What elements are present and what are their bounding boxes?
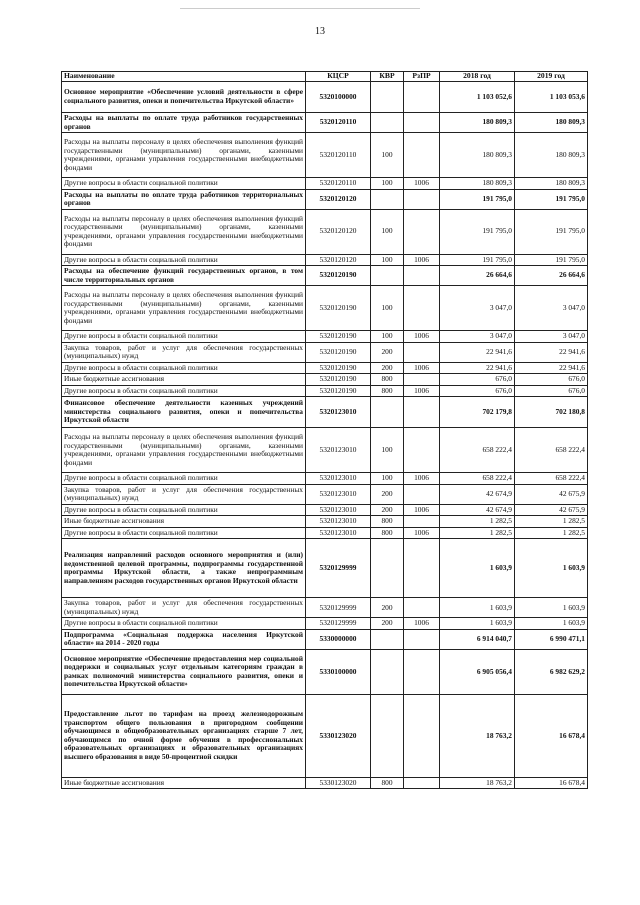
table-row bbox=[62, 598, 588, 618]
cell-name: Предоставление льгот по тарифам на проезд железнодорожным транспортом общего пользования в пригородном сообщении обучающимся в общеобразовательных организациях старше 7 лет, обучающимся по очной форме обучения в профессиональных образовательных организациях и образовательных организациях высшего образования в виде 50-процентной скидки bbox=[62, 694, 306, 777]
cell-rzpr: 1006 bbox=[404, 254, 440, 266]
table-row bbox=[62, 178, 588, 190]
table-row bbox=[62, 82, 588, 113]
cell-y2019: 6 982 629,2 bbox=[515, 649, 588, 694]
cell-y2019: 1 603,9 bbox=[515, 618, 588, 630]
table-row bbox=[62, 516, 588, 528]
cell-rzpr bbox=[404, 266, 440, 286]
cell-rzpr: 1006 bbox=[404, 504, 440, 516]
cell-y2019: 658 222,4 bbox=[515, 473, 588, 485]
cell-y2019: 1 282,5 bbox=[515, 527, 588, 539]
cell-kvr: 100 bbox=[371, 178, 404, 190]
cell-y2018: 3 047,0 bbox=[440, 286, 515, 331]
cell-y2019: 191 795,0 bbox=[515, 189, 588, 209]
cell-rzpr bbox=[404, 397, 440, 428]
cell-rzpr bbox=[404, 428, 440, 473]
cell-name: Другие вопросы в области социальной политики bbox=[62, 178, 306, 190]
cell-y2019: 3 047,0 bbox=[515, 331, 588, 343]
table-row bbox=[62, 374, 588, 386]
cell-code: 5320123010 bbox=[306, 484, 371, 504]
cell-rzpr bbox=[404, 113, 440, 133]
cell-name: Иные бюджетные ассигнования bbox=[62, 777, 306, 789]
cell-y2018: 676,0 bbox=[440, 385, 515, 397]
cell-code: 5320129999 bbox=[306, 598, 371, 618]
cell-kvr: 200 bbox=[371, 342, 404, 362]
cell-kvr: 800 bbox=[371, 374, 404, 386]
cell-y2018: 6 914 040,7 bbox=[440, 629, 515, 649]
cell-rzpr bbox=[404, 189, 440, 209]
cell-y2018: 18 763,2 bbox=[440, 777, 515, 789]
table-row bbox=[62, 189, 588, 209]
cell-y2018: 180 809,3 bbox=[440, 133, 515, 178]
cell-name: Расходы на выплаты по оплате труда работников территориальных органов bbox=[62, 189, 306, 209]
cell-kvr: 100 bbox=[371, 209, 404, 254]
table-body bbox=[62, 82, 588, 789]
cell-code: 5330123020 bbox=[306, 777, 371, 789]
cell-code: 5320120190 bbox=[306, 374, 371, 386]
cell-name: Другие вопросы в области социальной политики bbox=[62, 618, 306, 630]
cell-code: 5320123010 bbox=[306, 428, 371, 473]
table-row bbox=[62, 539, 588, 598]
cell-name: Иные бюджетные ассигнования bbox=[62, 374, 306, 386]
cell-y2019: 180 809,3 bbox=[515, 113, 588, 133]
cell-y2019: 191 795,0 bbox=[515, 209, 588, 254]
cell-y2018: 3 047,0 bbox=[440, 331, 515, 343]
cell-kvr bbox=[371, 539, 404, 598]
cell-y2019: 26 664,6 bbox=[515, 266, 588, 286]
cell-code: 5320123010 bbox=[306, 397, 371, 428]
cell-y2018: 22 941,6 bbox=[440, 362, 515, 374]
budget-table bbox=[61, 71, 588, 789]
cell-y2019: 180 809,3 bbox=[515, 133, 588, 178]
cell-y2019: 16 678,4 bbox=[515, 694, 588, 777]
cell-kvr bbox=[371, 82, 404, 113]
cell-y2018: 26 664,6 bbox=[440, 266, 515, 286]
cell-kvr: 100 bbox=[371, 286, 404, 331]
cell-kvr bbox=[371, 629, 404, 649]
table-row bbox=[62, 618, 588, 630]
cell-kvr: 800 bbox=[371, 527, 404, 539]
cell-kvr: 800 bbox=[371, 516, 404, 528]
table-row bbox=[62, 649, 588, 694]
cell-y2019: 1 603,9 bbox=[515, 539, 588, 598]
cell-y2019: 22 941,6 bbox=[515, 342, 588, 362]
cell-rzpr bbox=[404, 516, 440, 528]
cell-name: Основное мероприятие «Обеспечение предоставления мер социальной поддержки и социальных услуг отдельным категориям граждан в рамках полномочий министерства социального развития, опеки и попечительства Иркутской области» bbox=[62, 649, 306, 694]
cell-y2018: 42 674,9 bbox=[440, 484, 515, 504]
cell-code: 5320120120 bbox=[306, 189, 371, 209]
cell-rzpr bbox=[404, 694, 440, 777]
header-2018: 2018 год bbox=[440, 72, 515, 82]
cell-name: Другие вопросы в области социальной политики bbox=[62, 362, 306, 374]
cell-kvr: 100 bbox=[371, 133, 404, 178]
cell-code: 5320123010 bbox=[306, 504, 371, 516]
cell-code: 5320120190 bbox=[306, 342, 371, 362]
cell-kvr: 200 bbox=[371, 362, 404, 374]
table-row bbox=[62, 385, 588, 397]
cell-y2018: 1 603,9 bbox=[440, 618, 515, 630]
cell-y2019: 42 675,9 bbox=[515, 504, 588, 516]
cell-y2018: 676,0 bbox=[440, 374, 515, 386]
cell-kvr bbox=[371, 649, 404, 694]
cell-code: 5320120190 bbox=[306, 385, 371, 397]
cell-y2018: 658 222,4 bbox=[440, 428, 515, 473]
header-2019: 2019 год bbox=[515, 72, 588, 82]
table-row bbox=[62, 286, 588, 331]
cell-code: 5320123010 bbox=[306, 473, 371, 485]
cell-y2018: 180 809,3 bbox=[440, 113, 515, 133]
cell-code: 5320123010 bbox=[306, 516, 371, 528]
cell-y2018: 1 282,5 bbox=[440, 516, 515, 528]
cell-name: Другие вопросы в области социальной политики bbox=[62, 254, 306, 266]
cell-name: Другие вопросы в области социальной политики bbox=[62, 385, 306, 397]
table-row bbox=[62, 428, 588, 473]
cell-y2018: 1 282,5 bbox=[440, 527, 515, 539]
cell-y2018: 22 941,6 bbox=[440, 342, 515, 362]
cell-code: 5320120190 bbox=[306, 266, 371, 286]
cell-name: Закупка товаров, работ и услуг для обеспечения государственных (муниципальных) нужд bbox=[62, 598, 306, 618]
cell-name: Иные бюджетные ассигнования bbox=[62, 516, 306, 528]
cell-name: Реализация направлений расходов основного мероприятия и (или) ведомственной целевой программы, подпрограммы государственной программы Иркутской области, а также непрограммным направлениям расходов государственных органов Иркутской области bbox=[62, 539, 306, 598]
cell-name: Закупка товаров, работ и услуг для обеспечения государственных (муниципальных) нужд bbox=[62, 342, 306, 362]
cell-rzpr: 1006 bbox=[404, 473, 440, 485]
cell-rzpr bbox=[404, 286, 440, 331]
cell-kvr bbox=[371, 266, 404, 286]
cell-y2018: 1 103 052,6 bbox=[440, 82, 515, 113]
table-row bbox=[62, 266, 588, 286]
cell-name: Финансовое обеспечение деятельности казенных учреждений министерства социального развития, опеки и попечительства Иркутской области bbox=[62, 397, 306, 428]
cell-kvr bbox=[371, 189, 404, 209]
cell-y2019: 1 603,9 bbox=[515, 598, 588, 618]
cell-y2018: 702 179,8 bbox=[440, 397, 515, 428]
cell-y2018: 191 795,0 bbox=[440, 189, 515, 209]
cell-code: 5330100000 bbox=[306, 649, 371, 694]
header-code: КЦСР bbox=[306, 72, 371, 82]
cell-name: Расходы на выплаты персоналу в целях обеспечения выполнения функций государственными (муниципальными) органами, казенными учреждениями, органами управления государственными внебюджетными фондами bbox=[62, 428, 306, 473]
cell-y2019: 702 180,8 bbox=[515, 397, 588, 428]
cell-y2018: 1 603,9 bbox=[440, 598, 515, 618]
cell-y2019: 22 941,6 bbox=[515, 362, 588, 374]
table-row bbox=[62, 254, 588, 266]
cell-y2018: 180 809,3 bbox=[440, 178, 515, 190]
cell-y2018: 191 795,0 bbox=[440, 209, 515, 254]
table-row bbox=[62, 694, 588, 777]
cell-rzpr bbox=[404, 133, 440, 178]
cell-y2018: 42 674,9 bbox=[440, 504, 515, 516]
cell-y2018: 191 795,0 bbox=[440, 254, 515, 266]
header-rzpr: РзПР bbox=[404, 72, 440, 82]
cell-name: Другие вопросы в области социальной политики bbox=[62, 473, 306, 485]
cell-y2019: 6 990 471,1 bbox=[515, 629, 588, 649]
cell-y2018: 6 905 056,4 bbox=[440, 649, 515, 694]
cell-code: 5320123010 bbox=[306, 527, 371, 539]
cell-y2019: 16 678,4 bbox=[515, 777, 588, 789]
cell-rzpr bbox=[404, 374, 440, 386]
cell-rzpr bbox=[404, 629, 440, 649]
cell-name: Закупка товаров, работ и услуг для обеспечения государственных (муниципальных) нужд bbox=[62, 484, 306, 504]
cell-y2019: 1 282,5 bbox=[515, 516, 588, 528]
table-row bbox=[62, 527, 588, 539]
cell-rzpr bbox=[404, 209, 440, 254]
cell-y2019: 42 675,9 bbox=[515, 484, 588, 504]
cell-rzpr bbox=[404, 342, 440, 362]
cell-code: 5320100000 bbox=[306, 82, 371, 113]
cell-name: Расходы на выплаты персоналу в целях обеспечения выполнения функций государственными (муниципальными) органами, казенными учреждениями, органами управления государственными внебюджетными фондами bbox=[62, 286, 306, 331]
cell-kvr: 200 bbox=[371, 504, 404, 516]
header-name: Наименование bbox=[62, 72, 306, 82]
table-row bbox=[62, 504, 588, 516]
cell-name: Расходы на обеспечение функций государственных органов, в том числе территориальных органов bbox=[62, 266, 306, 286]
cell-kvr: 200 bbox=[371, 484, 404, 504]
top-rule bbox=[180, 8, 420, 9]
cell-kvr: 100 bbox=[371, 428, 404, 473]
cell-name: Основное мероприятие «Обеспечение условий деятельности в сфере социального развития, опеки и попечительства Иркутской области» bbox=[62, 82, 306, 113]
cell-rzpr bbox=[404, 82, 440, 113]
table-row bbox=[62, 209, 588, 254]
cell-y2019: 1 103 053,6 bbox=[515, 82, 588, 113]
table-row bbox=[62, 331, 588, 343]
cell-kvr: 200 bbox=[371, 598, 404, 618]
cell-y2019: 3 047,0 bbox=[515, 286, 588, 331]
table-header-row bbox=[62, 72, 588, 82]
cell-name: Расходы на выплаты персоналу в целях обеспечения выполнения функций государственными (муниципальными) органами, казенными учреждениями, органами управления государственными внебюджетными фондами bbox=[62, 209, 306, 254]
cell-code: 5320120190 bbox=[306, 331, 371, 343]
cell-code: 5320120120 bbox=[306, 254, 371, 266]
table-row bbox=[62, 629, 588, 649]
cell-y2019: 191 795,0 bbox=[515, 254, 588, 266]
cell-y2019: 676,0 bbox=[515, 385, 588, 397]
cell-name: Расходы на выплаты по оплате труда работников государственных органов bbox=[62, 113, 306, 133]
cell-rzpr bbox=[404, 484, 440, 504]
cell-kvr bbox=[371, 113, 404, 133]
cell-y2019: 658 222,4 bbox=[515, 428, 588, 473]
table-row bbox=[62, 113, 588, 133]
cell-rzpr bbox=[404, 777, 440, 789]
cell-rzpr: 1006 bbox=[404, 385, 440, 397]
cell-name: Другие вопросы в области социальной политики bbox=[62, 527, 306, 539]
cell-name: Другие вопросы в области социальной политики bbox=[62, 504, 306, 516]
cell-kvr: 800 bbox=[371, 777, 404, 789]
cell-rzpr: 1006 bbox=[404, 618, 440, 630]
header-kvr: КВР bbox=[371, 72, 404, 82]
cell-kvr bbox=[371, 397, 404, 428]
page-number: 13 bbox=[315, 26, 325, 37]
cell-code: 5320120190 bbox=[306, 286, 371, 331]
cell-y2018: 658 222,4 bbox=[440, 473, 515, 485]
table-row bbox=[62, 397, 588, 428]
cell-code: 5320120110 bbox=[306, 133, 371, 178]
table-row bbox=[62, 777, 588, 789]
cell-rzpr: 1006 bbox=[404, 178, 440, 190]
cell-kvr bbox=[371, 694, 404, 777]
cell-kvr: 100 bbox=[371, 473, 404, 485]
cell-name: Подпрограмма «Социальная поддержка населения Иркутской области» на 2014 - 2020 годы bbox=[62, 629, 306, 649]
cell-code: 5320129999 bbox=[306, 618, 371, 630]
cell-kvr: 200 bbox=[371, 618, 404, 630]
cell-kvr: 100 bbox=[371, 331, 404, 343]
cell-code: 5320120110 bbox=[306, 178, 371, 190]
cell-kvr: 800 bbox=[371, 385, 404, 397]
cell-rzpr: 1006 bbox=[404, 527, 440, 539]
cell-y2018: 1 603,9 bbox=[440, 539, 515, 598]
cell-rzpr bbox=[404, 539, 440, 598]
cell-code: 5320129999 bbox=[306, 539, 371, 598]
table-row bbox=[62, 484, 588, 504]
cell-code: 5330123020 bbox=[306, 694, 371, 777]
cell-rzpr bbox=[404, 598, 440, 618]
table-row bbox=[62, 362, 588, 374]
cell-name: Другие вопросы в области социальной политики bbox=[62, 331, 306, 343]
table-row bbox=[62, 342, 588, 362]
table-row bbox=[62, 133, 588, 178]
cell-y2018: 18 763,2 bbox=[440, 694, 515, 777]
cell-y2019: 676,0 bbox=[515, 374, 588, 386]
cell-kvr: 100 bbox=[371, 254, 404, 266]
cell-code: 5330000000 bbox=[306, 629, 371, 649]
cell-code: 5320120190 bbox=[306, 362, 371, 374]
cell-code: 5320120110 bbox=[306, 113, 371, 133]
cell-rzpr: 1006 bbox=[404, 362, 440, 374]
cell-rzpr: 1006 bbox=[404, 331, 440, 343]
cell-y2019: 180 809,3 bbox=[515, 178, 588, 190]
cell-rzpr bbox=[404, 649, 440, 694]
table-row bbox=[62, 473, 588, 485]
cell-code: 5320120120 bbox=[306, 209, 371, 254]
cell-name: Расходы на выплаты персоналу в целях обеспечения выполнения функций государственными (муниципальными) органами, казенными учреждениями, органами управления государственными внебюджетными фондами bbox=[62, 133, 306, 178]
